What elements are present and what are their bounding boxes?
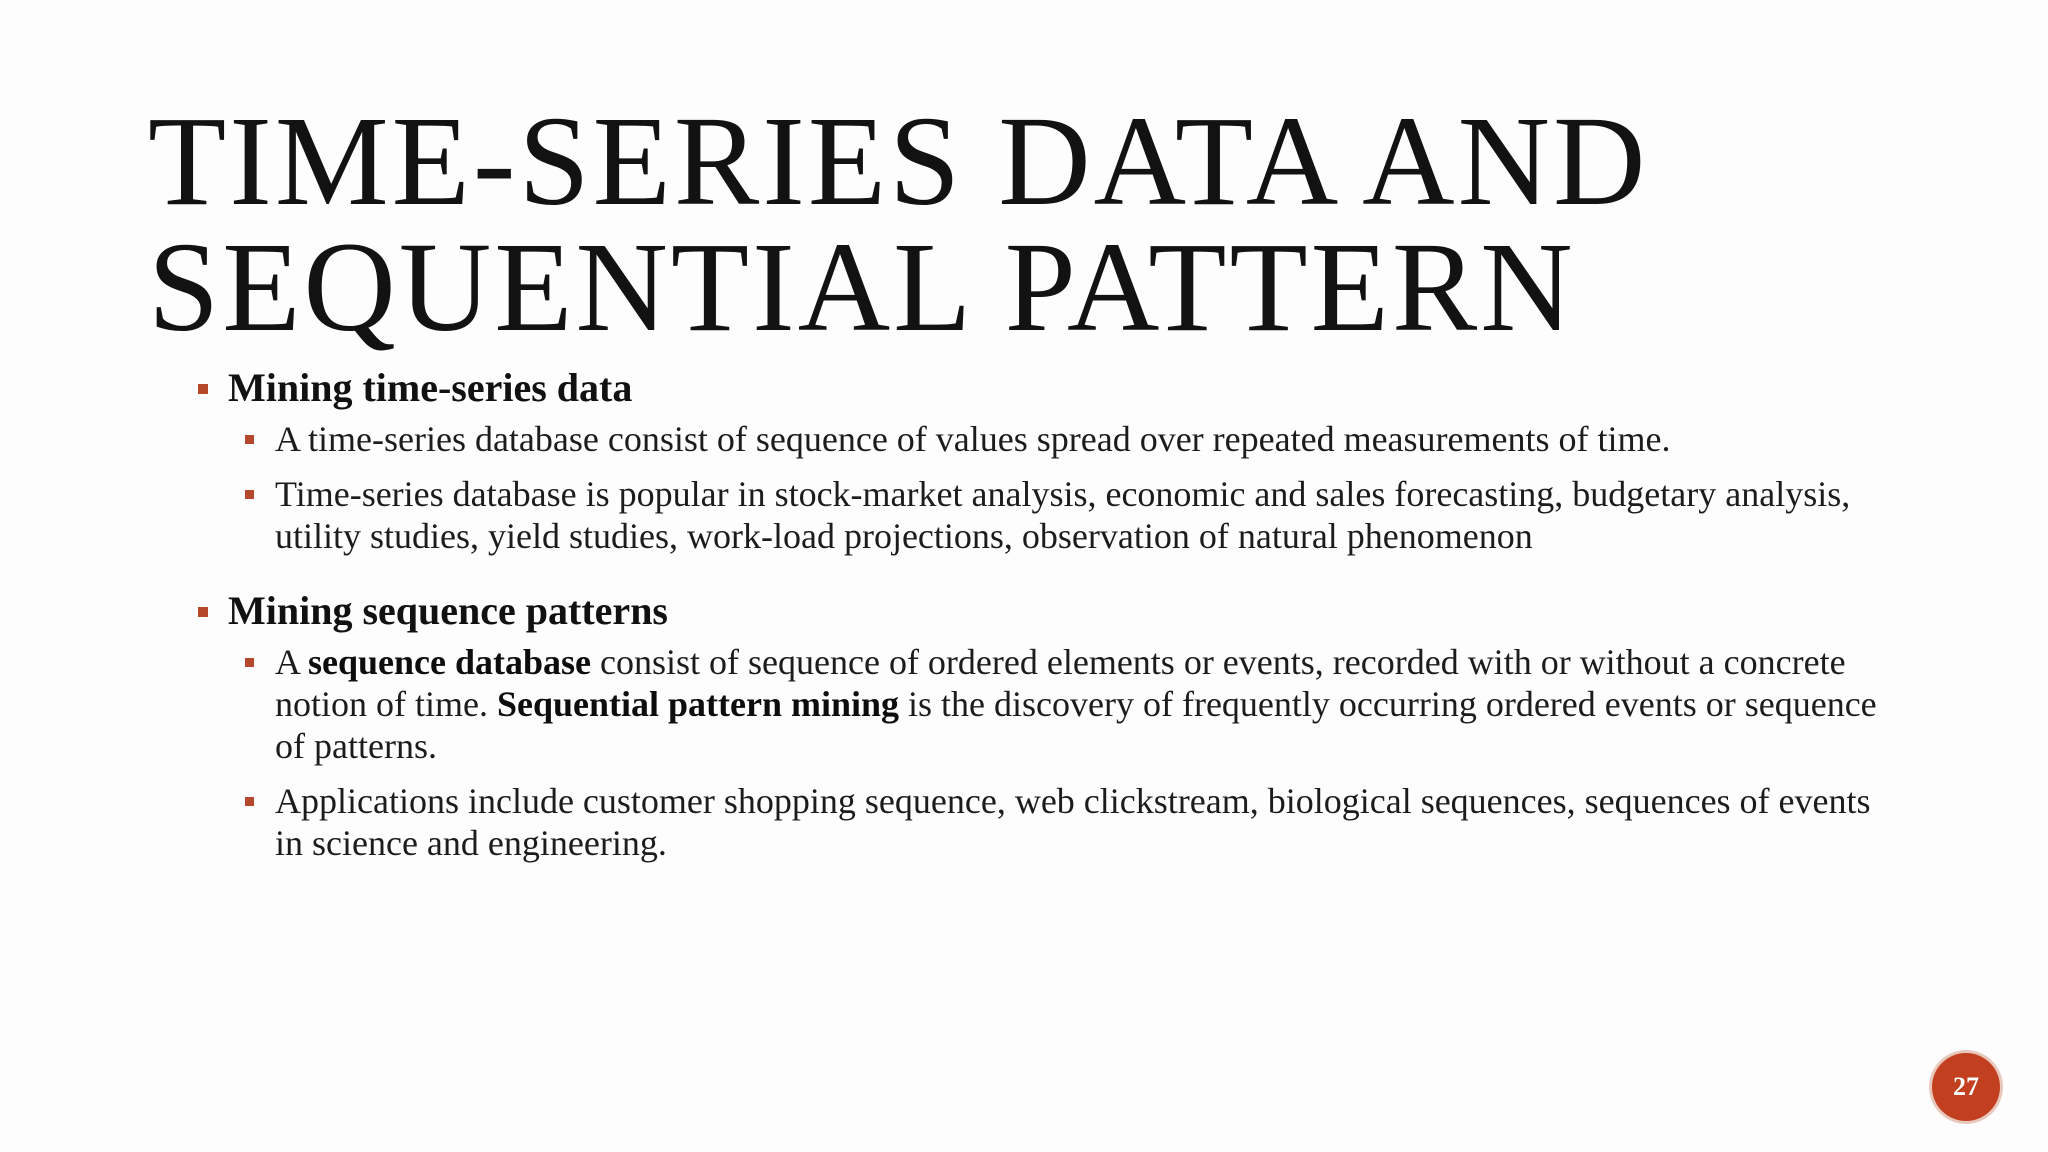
slide-title-line-2: SEQUENTIAL PATTERN: [148, 216, 1576, 358]
sub-bullet-text-part: is the discovery of frequently occurring ordered events or sequence of patterns.: [275, 684, 1877, 766]
bullet-heading-text: Mining time-series data: [228, 365, 633, 410]
sub-bullet-sequence-applications: [245, 780, 1878, 864]
bullet-heading-text: Mining sequence patterns: [228, 588, 668, 633]
page-number-badge: 27: [1932, 1053, 2000, 1121]
bullet-heading-time-series: [198, 364, 1878, 412]
sub-bullet-text: Time-series database is popular in stock-market analysis, economic and sales forecasting, budgetary analysis, utility studies, yield studies, work-load projections, observation of natural phenomenon: [275, 474, 1851, 556]
square-bullet-icon: [245, 435, 254, 444]
square-bullet-icon: [198, 384, 208, 394]
sub-bullet-text: Applications include customer shopping sequence, web clickstream, biological sequences, sequences of events in science and engineering.: [275, 781, 1871, 863]
slide-content: [198, 364, 1878, 864]
bold-term-sequence-database: sequence database: [308, 642, 592, 682]
square-bullet-icon: [198, 607, 208, 617]
square-bullet-icon: [245, 797, 254, 806]
slide-title-line-1: TIME-SERIES DATA AND: [148, 90, 1649, 232]
square-bullet-icon: [245, 490, 254, 499]
sub-bullet-text-part: A: [275, 642, 309, 682]
sub-bullet-text: A time-series database consist of sequence of values spread over repeated measurements of time.: [275, 419, 1671, 459]
sub-bullet-sequence-definition: [245, 641, 1878, 767]
sub-bullet-time-series-definition: [245, 418, 1878, 460]
bullet-heading-sequence-patterns: [198, 587, 1878, 635]
bold-term-sequential-pattern-mining: Sequential pattern mining: [496, 684, 900, 724]
square-bullet-icon: [245, 658, 254, 667]
sub-bullet-time-series-uses: [245, 473, 1878, 557]
sub-bullet-text-part: consist of sequence of ordered elements or events, recorded with or without a concrete notion of time.: [275, 642, 1846, 724]
slide-title: [148, 90, 1948, 358]
